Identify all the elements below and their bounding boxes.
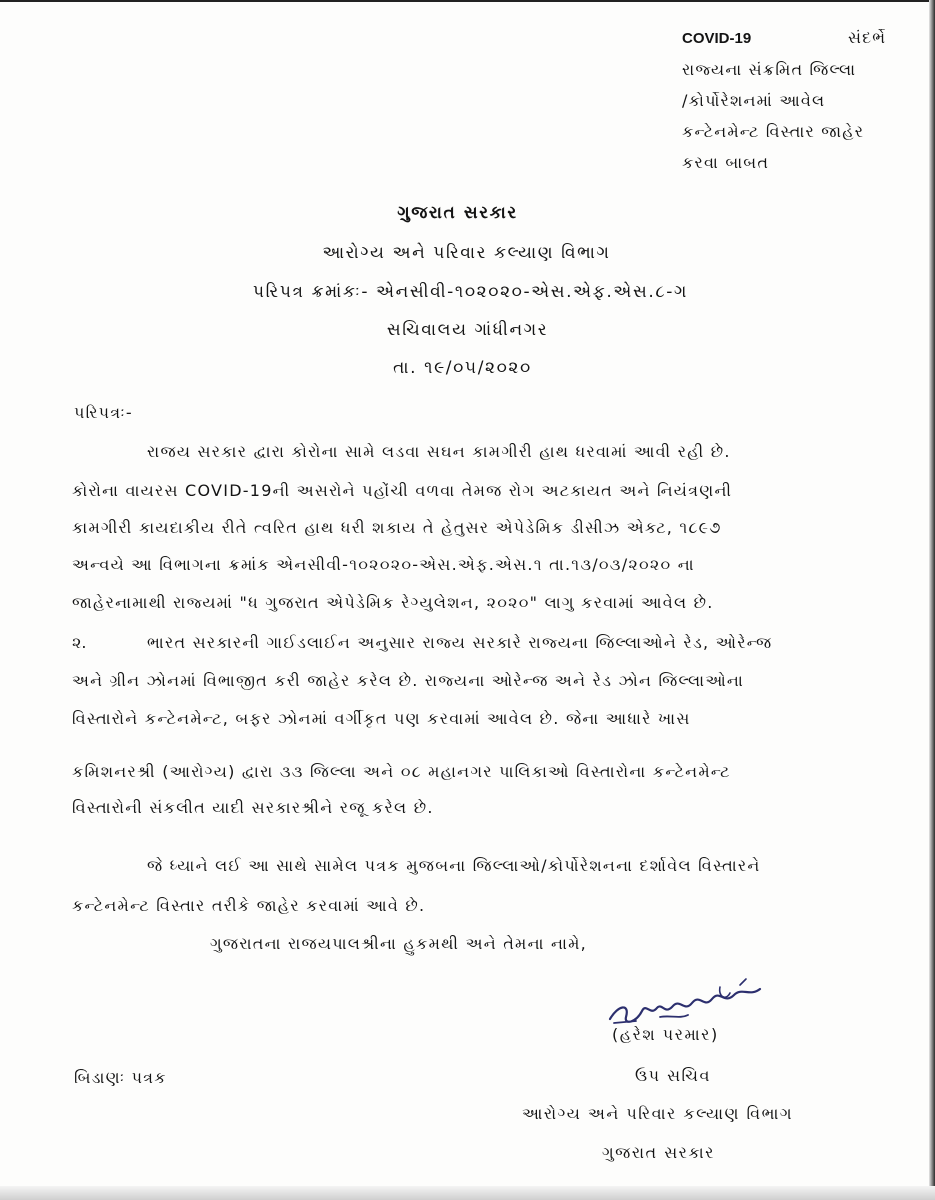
page-edge-shadow: [929, 0, 935, 1200]
enclosure: બિડાણઃ પત્રક: [74, 1068, 167, 1087]
top-border: [0, 0, 935, 2]
issue-date: તા. ૧૯/૦૫/૨૦૨૦: [393, 358, 532, 378]
para1-line: રાજય સરકાર દ્વારા કોરોના સામે લડવા સઘન કામગીરી હાથ ધરવામાં આવી રહી છે.: [147, 442, 731, 461]
circular-number: પરિપત્ર ક્રમાંકઃ- એનસીવી-૧૦૨૦૨૦-એસ.એફ.એસ.૮-ગ: [252, 282, 689, 302]
government-title: ગુજરાત સરકાર: [397, 203, 518, 223]
signatory-government: ગુજરાત સરકાર: [602, 1143, 715, 1162]
para3-line: કન્ટેનમેન્ટ વિસ્તાર તરીકે જાહેર કરવામાં આવે છે.: [72, 896, 426, 915]
para1-line: કામગીરી કાયદાકીય રીતે ત્વરિત હાથ ધરી શકાય તે હેતુસર એપેડેમિક ડીસીઝ એક્ટ, ૧૮૯૭: [72, 518, 722, 537]
para2-line: વિસ્તારોની સંકલીત યાદી સરકારશ્રીને રજૂ કરેલ છે.: [72, 798, 434, 817]
para1-line: અન્વયે આ વિભાગના ક્રમાંક એનસીવી-૧૦૨૦૨૦-એસ.એફ.એસ.૧ તા.૧૩/૦૩/૨૦૨૦ ના: [72, 555, 695, 574]
subject-block: [682, 22, 897, 178]
para2-line: અને ગ્રીન ઝોનમાં વિભાજીત કરી જાહેર કરેલ છે. રાજ્યના ઓરેન્જ અને રેડ ઝોન જિલ્લાઓના: [72, 671, 745, 690]
page-bottom-edge: [0, 1186, 935, 1200]
order-line: ગુજરાતના રાજયપાલશ્રીના હુકમથી અને તેમના નામે,: [210, 934, 588, 953]
signatory-designation: ઉપ સચિવ: [635, 1066, 711, 1085]
subject-covid: COVID-19: [682, 30, 752, 47]
para2-line: વિસ્તારોને કન્ટેનમેન્ટ, બફર ઝોનમાં વર્ગીકૃત પણ કરવામાં આવેલ છે. જેના આધારે ખાસ: [72, 709, 691, 728]
para2-line: કમિશનરશ્રી (આરોગ્ય) દ્વારા ૩૩ જિલ્લા અને ૦૮ મહાનગર પાલિકાઓ વિસ્તારોના કન્ટેનમેન્ટ: [72, 762, 731, 781]
para1-line: કોરોના વાયરસ COVID-19ની અસરોને પહોંચી વળવા તેમજ રોગ અટકાયત અને નિયંત્રણની: [72, 481, 733, 500]
issuing-place: સચિવાલય ગાંધીનગર: [386, 320, 549, 340]
circular-label: પરિપત્રઃ-: [74, 403, 133, 422]
para1-line: જાહેરનામાથી રાજ્યમાં "ધ ગુજરાત એપેડેમિક રેગ્યુલેશન, ૨૦૨૦" લાગુ કરવામાં આવેલ છે.: [72, 593, 714, 612]
signatory-department: આરોગ્ય અને પરિવાર કલ્યાણ વિભાગ: [522, 1104, 794, 1123]
para2-line: ભારત સરકારની ગાઈડલાઈન અનુસાર રાજ્ય સરકારે રાજ્યના જિલ્લાઓને રેડ, ઓરેન્જ: [147, 633, 773, 652]
para2-number: ૨.: [72, 633, 87, 652]
subject-text: રાજ્યના સંક્રમિત જિલ્લા /કોર્પોરેશનમાં આવેલ કન્ટેનમેન્ટ વિસ્તાર જાહેર કરવા બાબત: [682, 60, 865, 172]
subject-sandarbh: સંદર્ભે: [848, 28, 887, 47]
signatory-name: (હરેશ પરમાર): [612, 1025, 719, 1044]
para3-line: જે ધ્યાને લઈ આ સાથે સામેલ પત્રક મુજબના જિલ્લાઓ/કોર્પોરેશનના દર્શાવેલ વિસ્તારને: [147, 856, 761, 875]
department-title: આરોગ્ય અને પરિવાર કલ્યાણ વિભાગ: [322, 243, 611, 263]
